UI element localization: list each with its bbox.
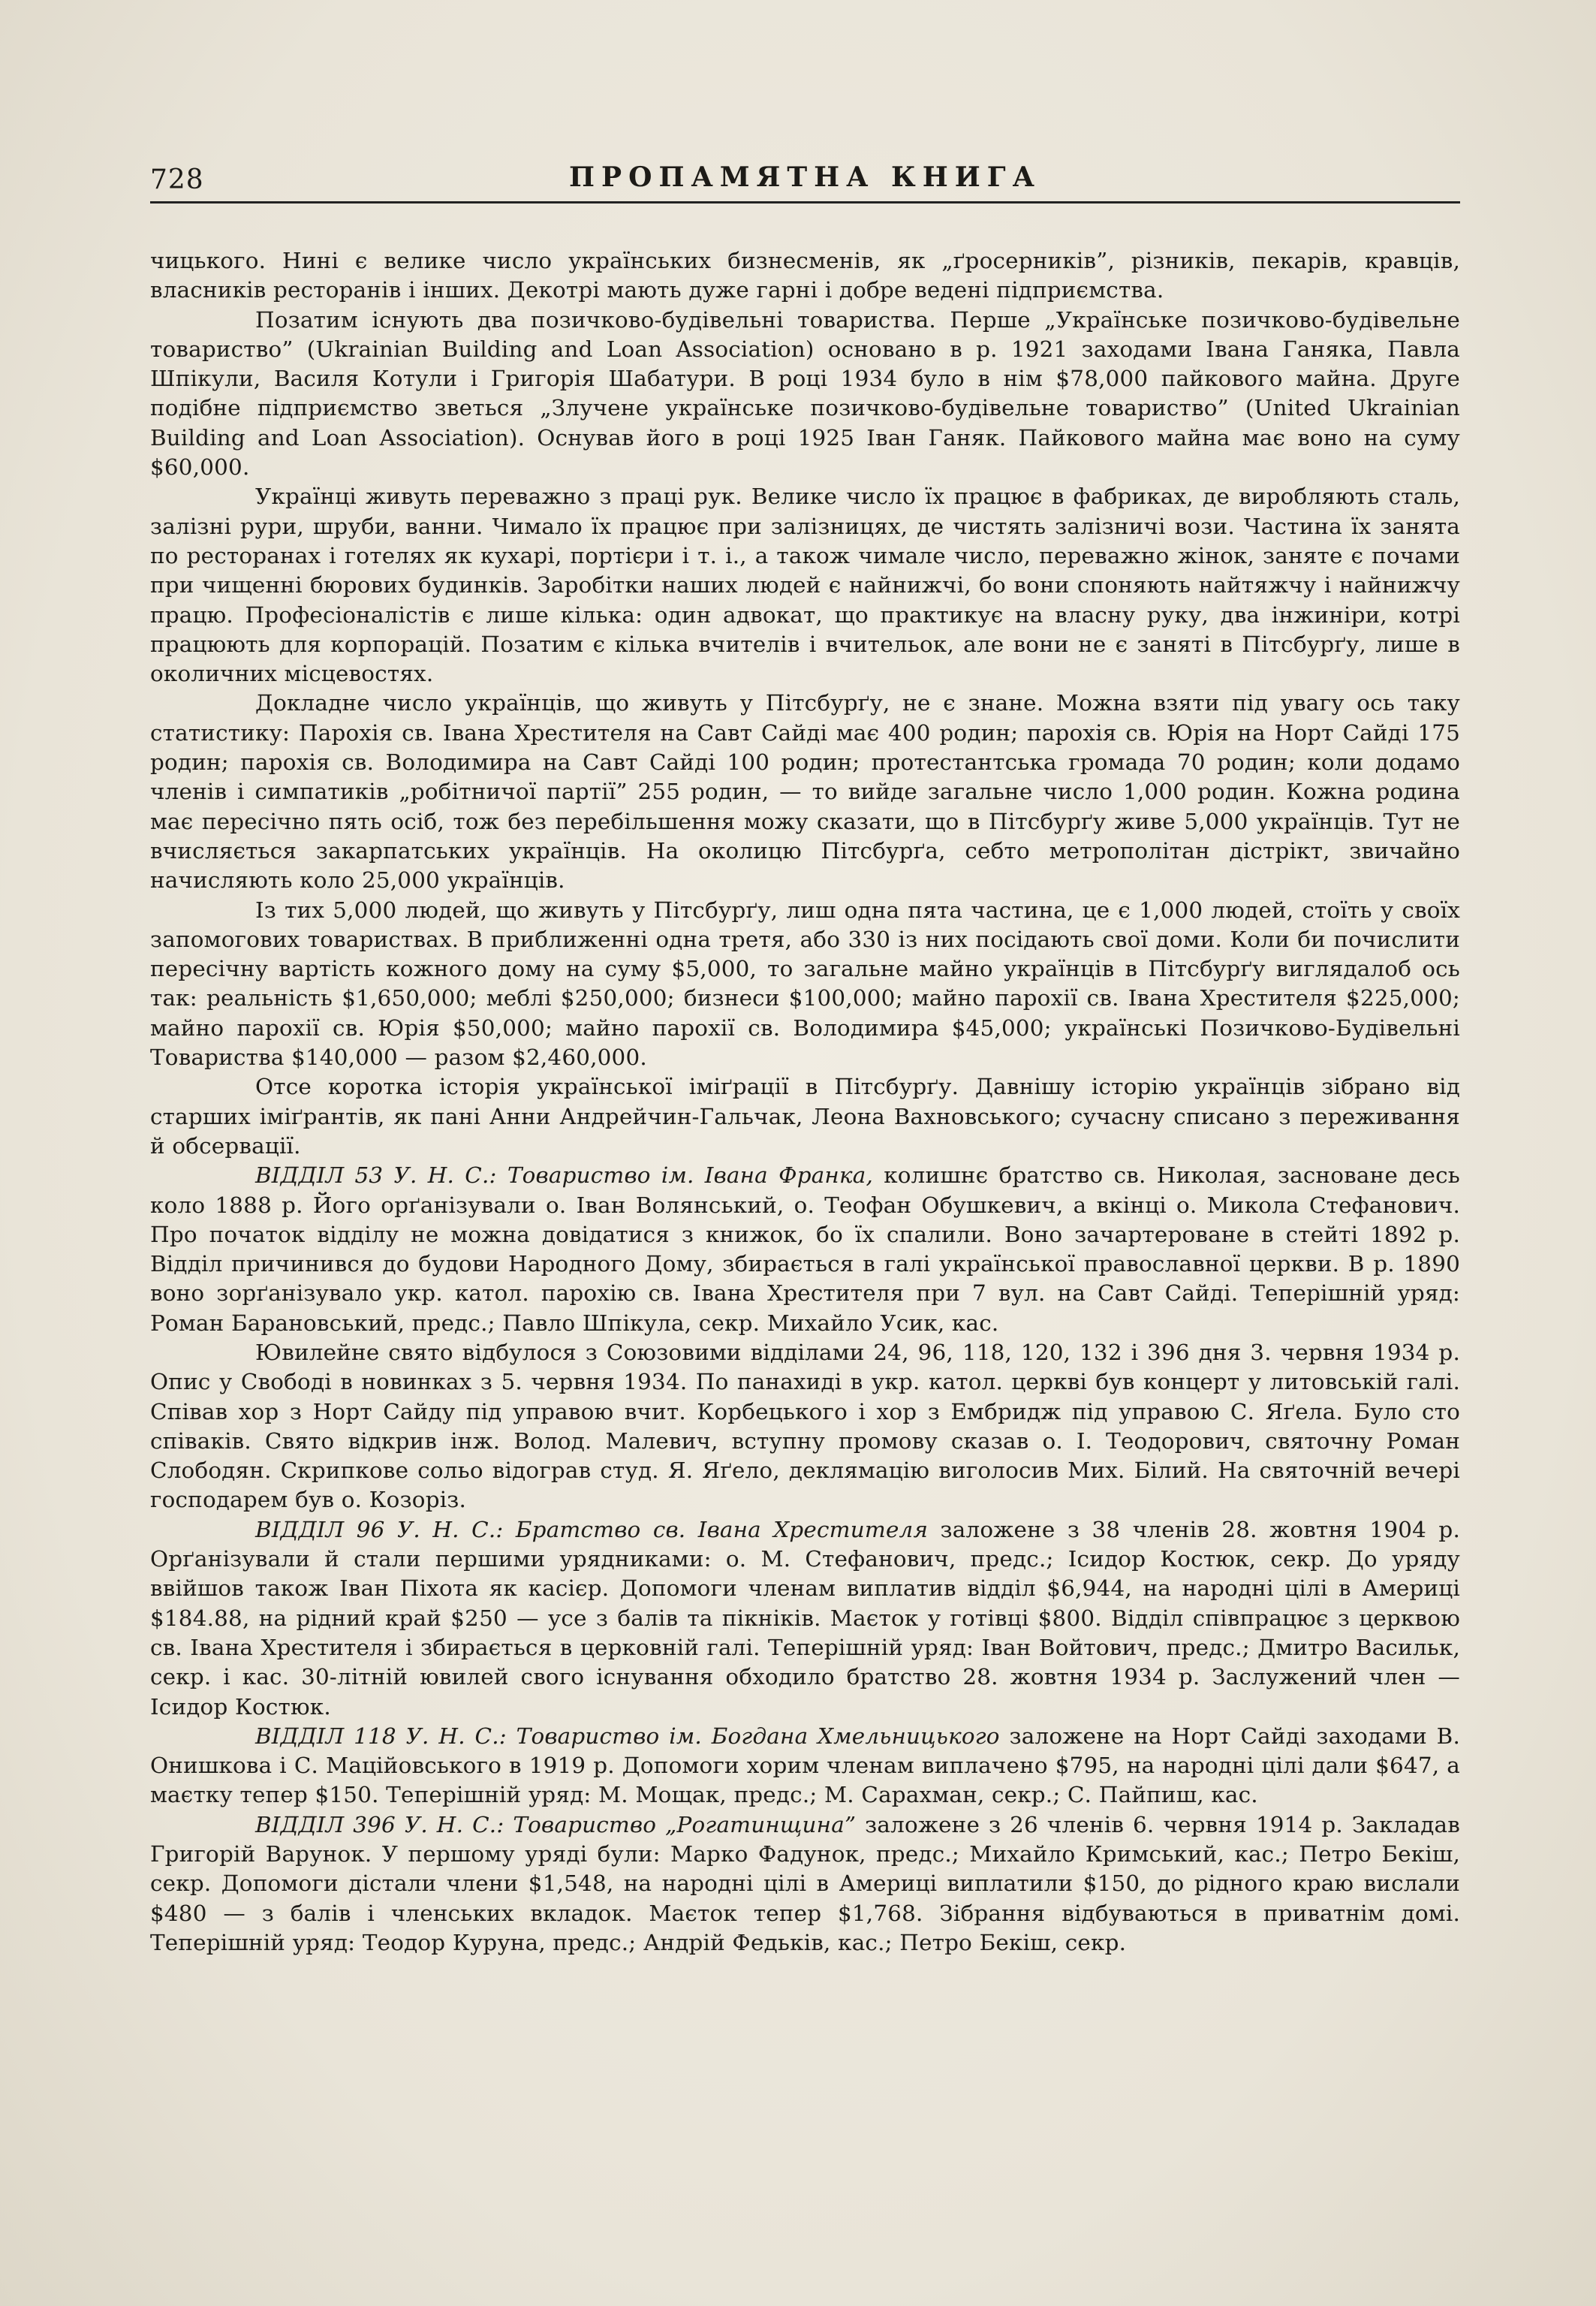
paragraph [150,1515,1460,1722]
section-heading: ВІДДІЛ 118 У. Н. С.: Товариство ім. Богдана Хмельницького [255,1723,1000,1749]
body-text [150,246,1460,1958]
paragraph [150,1161,1460,1338]
section-heading: ВІДДІЛ 396 У. Н. С.: Товариство „Рогатинщина” [255,1811,857,1837]
page-number: 728 [150,164,204,195]
section-heading: ВІДДІЛ 53 У. Н. С.: Товариство ім. Івана Франка, [255,1162,873,1189]
paragraph [150,1810,1460,1958]
paragraph: чицького. Нині є велике число українських бизнесменів, як „ґросерників”, різників, пекарів, кравців, власників ресторанів і інших. Декотрі мають дуже гарні і добре ведені підприємства. [150,248,1460,303]
paragraph: Позатим існують два позичково-будівельні товариства. Перше „Українське позичково-будівельне товариство” (Ukrainian Building and Loan Association) основано в р. 1921 заходами Івана Ганяка, Павла Шпікули, Василя Котули і Григорія Шабатури. В році 1934 було в нім $78,000 пайкового майна. Друге подібне підприємство зветься „Злучене українське позичково-будівельне товариство” (United Ukrainian Building and Loan Association). Оснував його в році 1925 Іван Ганяк. Пайкового майна має воно на суму $60,000. [150,306,1460,481]
paragraph [150,1722,1460,1810]
section-heading: ВІДДІЛ 96 У. Н. С.: Братство св. Івана Хрестителя [255,1516,929,1542]
running-title: ПРОПАМЯТНА КНИГА [569,161,1041,193]
section-text: заложене на Норт Сайді заходами В. Онишкова і С. Маційовського в 1919 р. Допомоги хорим членам виплачено $795, на народні цілі дали $647, а маєтку тепер $150. Теперішній уряд: М. Мощак, предс.; М. Сарахман, секр.; С. Пайпиш, кас. [150,1723,1460,1808]
header-rule [150,201,1460,203]
paragraph: Із тих 5,000 людей, що живуть у Пітсбурґу, лиш одна пята частина, це є 1,000 людей, стоїть у своїх запомогових товариствах. В приближенні одна третя, або 330 із них посідають свої доми. Коли би почислити пересічну вартість кожного дому на суму $5,000, то загальне майно українців в Пітсбурґу виглядалоб ось так: реальність $1,650,000; меблі $250,000; бизнеси $100,000; майно парохії св. Івана Хрестителя $225,000; майно парохії св. Юрія $50,000; майно парохії св. Володимира $45,000; українські Позичково-Будівельні Товариства $140,000 — разом $2,460,000. [150,897,1460,1071]
paragraph: Отсе коротка історія української іміґрації в Пітсбурґу. Давнішу історію українців зібрано від старших іміґрантів, як пані Анни Андрейчин-Гальчак, Леона Вахновського; сучасну списано з переживання й обсервації. [150,1074,1460,1159]
paragraph: Українці живуть переважно з праці рук. Велике число їх працює в фабриках, де виробляють сталь, залізні рури, шруби, ванни. Чимало їх працює при залізницях, де чистять залізничі вози. Частина їх занята по ресторанах і готелях як кухарі, портієри і т. і., а також чимале число, переважно жінок, заняте є почами при чищенні бюрових будинків. Заробітки наших людей є найнижчі, бо вони споняють найтяжчу і найнижчу працю. Професіоналістів є лише кілька: один адвокат, що практикує на власну руку, два інжиніри, котрі працюють для корпорацій. Позатим є кілька вчителів і вчительок, але вони не є заняті в Пітсбурґу, лише в околичних місцевостях. [150,484,1460,687]
running-head [150,161,1460,199]
section-text: колишнє братство св. Николая, засноване десь коло 1888 р. Його орґанізували о. Іван Волянський, о. Теофан Обушкевич, а вкінці о. Микола Стефанович. Про початок відділу не можна довідатися з книжок, бо їх спалили. Воно зачартероване в стейті 1892 р. Відділ причинився до будови Народного Дому, збирається в галі української православної церкви. В р. 1890 воно зорґанізувало укр. катол. парохію св. Івана Хрестителя при 7 вул. на Савт Сайді. Теперішній уряд: Роман Барановський, предс.; Павло Шпікула, секр. Михайло Усик, кас. [150,1162,1460,1336]
paragraph: Докладне число українців, що живуть у Пітсбурґу, не є знане. Можна взяти під увагу ось таку статистику: Парохія св. Івана Хрестителя на Савт Сайді має 400 родин; парохія св. Юрія на Норт Сайді 175 родин; парохія св. Володимира на Савт Сайді 100 родин; протестантська громада 70 родин; коли додамо членів і симпатиків „робітничої партії” 255 родин, — то вийде загальне число 1,000 родин. Кожна родина має пересічно пять осіб, тож без перебільшення можу сказати, що в Пітсбурґу живе 5,000 українців. Тут не вчисляється закарпатських українців. На околицю Пітсбурґа, себто метрополітан дістрікт, звичайно начисляють коло 25,000 українців. [150,690,1460,894]
section-text: заложене з 38 членів 28. жовтня 1904 р. Орґанізували й стали першими урядниками: о. М. Стефанович, предс.; Ісидор Костюк, секр. До уряду ввійшов також Іван Піхота як касієр. Допомоги членам виплатив відділ $6,944, на народні цілі в Америці $184.88, на рідний край $250 — усе з балів та пікніків. Маєток у готівці $800. Відділ співпрацює з церквою св. Івана Хрестителя і збирається в церковній галі. Теперішній уряд: Іван Войтович, предс.; Дмитро Васильк, секр. і кас. 30-літній ювилей свого існування обходило братство 28. жовтня 1934 р. Заслужений член — Ісидор Костюк. [150,1516,1460,1720]
paragraph: Ювилейне свято відбулося з Союзовими відділами 24, 96, 118, 120, 132 і 396 дня 3. червня 1934 р. Опис у Свободі в новинках з 5. червня 1934. По панахиді в укр. катол. церкві був концерт у литовській галі. Співав хор з Норт Сайду під управою вчит. Корбецького і хор з Ембридж під управою С. Яґела. Було сто співаків. Свято відкрив інж. Волод. Малевич, вступну промову сказав о. І. Теодорович, святочну Роман Слободян. Скрипкове сольо відограв студ. Я. Яґело, деклямацію виголосив Мих. Білий. На святочній вечері господарем був о. Козоріз. [150,1339,1460,1513]
section-text: заложене з 26 членів 6. червня 1914 р. Закладав Григорій Варунок. У першому уряді були: Марко Фадунок, предс.; Михайло Кримський, кас.; Петро Бекіш, секр. Допомоги дістали члени $1,548, на народні цілі в Америці виплатили $150, до рідного краю вислали $480 — з балів і членських вкладок. Маєток тепер $1,768. Зібрання відбуваються в приватнім домі. Теперішній уряд: Теодор Куруна, предс.; Андрій Федьків, кас.; Петро Бекіш, секр. [150,1811,1461,1955]
